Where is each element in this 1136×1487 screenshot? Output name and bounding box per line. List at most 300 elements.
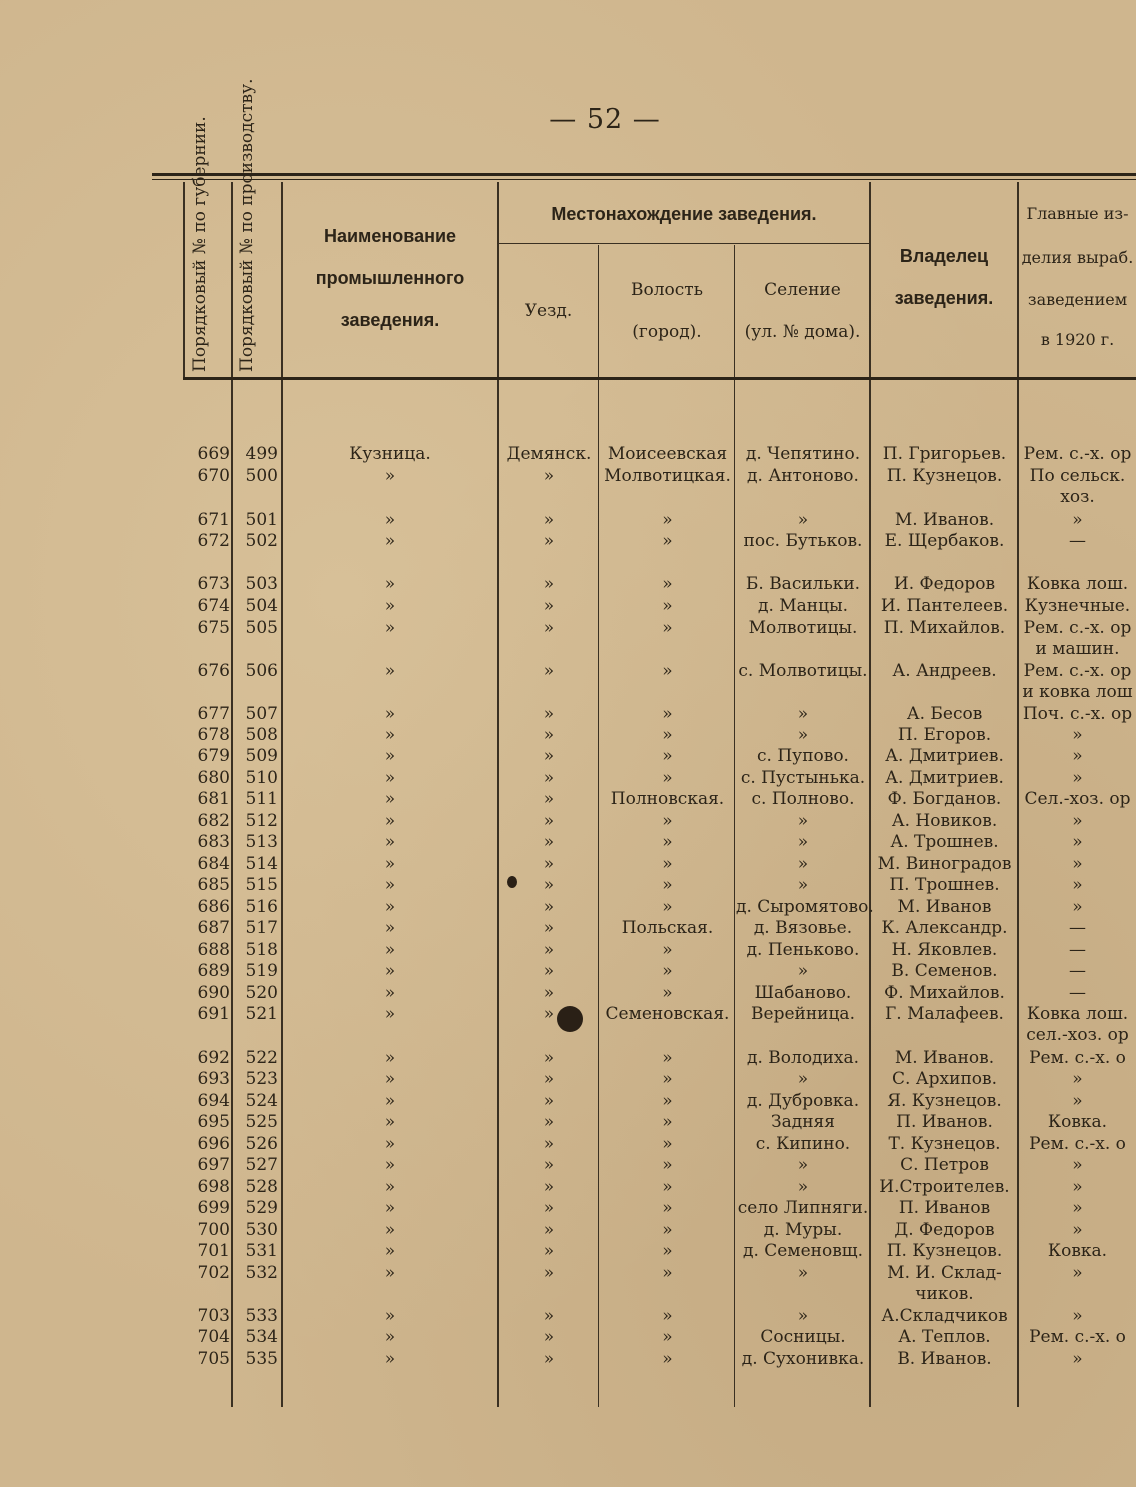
cell-volost: » <box>662 1091 673 1111</box>
cell-name: » <box>384 596 396 616</box>
cell-name: » <box>384 510 396 530</box>
cell-selo: с. Полново. <box>751 789 855 809</box>
cell-prod: » <box>1072 811 1083 831</box>
col-divider <box>183 182 185 380</box>
cell-volost: » <box>662 1327 673 1347</box>
cell-selo: д. Дубровка. <box>746 1091 860 1111</box>
cell-n1: 705 <box>197 1349 230 1369</box>
cell-selo: » <box>797 725 809 745</box>
cell-owner: М. Иванов. <box>894 1048 995 1068</box>
cell-owner: А. Дмитриев. <box>885 768 1004 788</box>
cell-n2: 501 <box>245 510 278 530</box>
cell-n2: 526 <box>245 1134 278 1154</box>
cell-owner: Д. Федоров <box>894 1220 995 1240</box>
cell-n1: 703 <box>197 1306 230 1326</box>
cell-uezd: » <box>543 510 555 530</box>
cell-selo: д. Манцы. <box>757 596 848 616</box>
cell-n1: 692 <box>197 1048 230 1068</box>
cell-n2: 523 <box>245 1069 278 1089</box>
cell-n1: 678 <box>197 725 230 745</box>
cell-owner: А. Трошнев. <box>890 832 999 852</box>
cell-name: » <box>384 1349 396 1369</box>
cell-owner: П. Кузнецов. <box>886 1241 1003 1261</box>
cell-prod2: и машин. <box>1035 639 1120 659</box>
cell-selo: д. Семеновщ. <box>743 1241 863 1261</box>
cell-prod: » <box>1072 1177 1083 1197</box>
cell-name: » <box>384 854 396 874</box>
header-location: Местонахождение заведения. <box>551 204 817 224</box>
header-selenie-line1: Селение <box>764 280 841 300</box>
cell-n1: 693 <box>197 1069 230 1089</box>
cell-prod: Рем. с.-х. о <box>1029 1327 1126 1347</box>
cell-volost: » <box>662 1220 673 1240</box>
cell-name: » <box>384 918 396 938</box>
cell-n2: 517 <box>245 918 278 938</box>
cell-n1: 704 <box>197 1327 230 1347</box>
cell-n2: 532 <box>245 1263 278 1283</box>
cell-owner: К. Александр. <box>881 918 1008 938</box>
cell-owner: В. Иванов. <box>897 1349 992 1369</box>
cell-selo: д. Володиха. <box>747 1048 859 1068</box>
cell-uezd: » <box>543 983 555 1003</box>
cell-n2: 520 <box>245 983 278 1003</box>
header-products-line1: Главные из- <box>1026 204 1129 223</box>
cell-n2: 535 <box>245 1349 278 1369</box>
cell-selo: Молвотицы. <box>748 618 858 638</box>
cell-volost: » <box>662 1134 673 1154</box>
page-number: — 52 — <box>549 104 661 135</box>
cell-name: Кузница. <box>349 444 431 464</box>
cell-n2: 511 <box>245 789 278 809</box>
cell-prod: » <box>1072 1091 1083 1111</box>
cell-prod: Рем. с.-х. о <box>1029 1048 1126 1068</box>
cell-name: » <box>384 1241 396 1261</box>
cell-prod: Ковка лош. <box>1026 574 1129 594</box>
ink-blot <box>507 876 517 888</box>
cell-name: » <box>384 961 396 981</box>
cell-volost: Польская. <box>621 918 714 938</box>
cell-volost: Моисеевская <box>607 444 728 464</box>
cell-name: » <box>384 1198 396 1218</box>
cell-name: » <box>384 1112 396 1132</box>
cell-volost: » <box>662 1048 673 1068</box>
cell-prod: Сел.-хоз. ор <box>1024 789 1131 809</box>
cell-selo: д. Сухонивка. <box>741 1349 865 1369</box>
cell-owner: А. Новиков. <box>891 811 998 831</box>
cell-n1: 694 <box>197 1091 230 1111</box>
cell-n1: 700 <box>197 1220 230 1240</box>
cell-prod: » <box>1072 1349 1083 1369</box>
cell-selo: » <box>797 811 809 831</box>
cell-owner: А. Дмитриев. <box>885 746 1004 766</box>
cell-owner: Т. Кузнецов. <box>888 1134 1001 1154</box>
ink-blot <box>557 1006 583 1032</box>
cell-prod: » <box>1072 832 1083 852</box>
cell-prod: Ковка. <box>1047 1112 1108 1132</box>
cell-n2: 502 <box>245 531 278 551</box>
cell-volost: » <box>662 1177 673 1197</box>
cell-owner: С. Архипов. <box>891 1069 998 1089</box>
cell-selo: д. Пеньково. <box>746 940 860 960</box>
cell-uezd: » <box>543 1112 555 1132</box>
cell-n1: 682 <box>197 811 230 831</box>
cell-n2: 499 <box>245 444 278 464</box>
cell-volost: » <box>662 811 673 831</box>
header-selenie-line2: (ул. № дома). <box>744 322 861 342</box>
cell-name: » <box>384 725 396 745</box>
cell-name: » <box>384 1155 396 1175</box>
cell-uezd: » <box>543 897 555 917</box>
cell-uezd: » <box>543 1004 555 1024</box>
cell-n1: 674 <box>197 596 230 616</box>
cell-volost: » <box>662 574 673 594</box>
cell-prod: По сельск. <box>1029 466 1126 486</box>
cell-n2: 525 <box>245 1112 278 1132</box>
cell-name: » <box>384 574 396 594</box>
cell-owner: Е. Щербаков. <box>884 531 1005 551</box>
cell-selo: д. Вязовье. <box>753 918 853 938</box>
cell-volost: » <box>662 983 673 1003</box>
cell-n2: 503 <box>245 574 278 594</box>
location-subheader-rule <box>499 243 869 244</box>
cell-selo: с. Кипино. <box>755 1134 851 1154</box>
cell-uezd: » <box>543 466 555 486</box>
cell-prod: » <box>1072 875 1083 895</box>
header-bottom-rule <box>183 377 1136 380</box>
cell-selo: Б. Васильки. <box>745 574 861 594</box>
cell-prod: » <box>1072 725 1083 745</box>
header-name-line1: Наименование <box>323 226 457 246</box>
cell-n2: 531 <box>245 1241 278 1261</box>
cell-selo: » <box>797 832 809 852</box>
cell-owner: А. Бесов <box>906 704 983 724</box>
cell-n1: 684 <box>197 854 230 874</box>
cell-name: » <box>384 983 396 1003</box>
cell-name: » <box>384 789 396 809</box>
cell-uezd: » <box>543 789 555 809</box>
cell-n1: 701 <box>197 1241 230 1261</box>
cell-selo: пос. Бутьков. <box>743 531 863 551</box>
cell-selo: » <box>797 961 809 981</box>
header-col1: Порядковый № по губернии. <box>190 116 210 372</box>
cell-name: » <box>384 1263 396 1283</box>
cell-volost: » <box>662 897 673 917</box>
cell-n1: 689 <box>197 961 230 981</box>
cell-volost: » <box>662 1349 673 1369</box>
cell-uezd: » <box>543 918 555 938</box>
cell-owner: В. Семенов. <box>891 961 998 981</box>
cell-name: » <box>384 1306 396 1326</box>
cell-uezd: » <box>543 1155 555 1175</box>
header-products-line2: делия выраб. <box>1021 248 1134 267</box>
cell-volost: Полновская. <box>610 789 725 809</box>
cell-n2: 500 <box>245 466 278 486</box>
cell-volost: » <box>662 940 673 960</box>
cell-prod2: хоз. <box>1060 487 1095 507</box>
cell-owner: П. Трошнев. <box>889 875 1000 895</box>
cell-uezd: Демянск. <box>506 444 592 464</box>
cell-volost: » <box>662 661 673 681</box>
cell-volost: » <box>662 1198 673 1218</box>
table-top-rule <box>152 173 1136 176</box>
cell-selo: » <box>797 1177 809 1197</box>
cell-n2: 507 <box>245 704 278 724</box>
cell-n1: 695 <box>197 1112 230 1132</box>
cell-owner: М. Виноградов <box>877 854 1012 874</box>
cell-prod: » <box>1072 768 1083 788</box>
cell-owner: Г. Малафеев. <box>885 1004 1004 1024</box>
table-top-rule-thin <box>152 179 1136 180</box>
cell-selo: д. Антоново. <box>747 466 859 486</box>
cell-name: » <box>384 768 396 788</box>
cell-n1: 679 <box>197 746 230 766</box>
cell-n1: 688 <box>197 940 230 960</box>
cell-name: » <box>384 466 396 486</box>
cell-n1: 690 <box>197 983 230 1003</box>
cell-n2: 527 <box>245 1155 278 1175</box>
cell-volost: » <box>662 510 673 530</box>
cell-volost: » <box>662 832 673 852</box>
cell-uezd: » <box>543 1220 555 1240</box>
cell-volost: » <box>662 1069 673 1089</box>
cell-n2: 518 <box>245 940 278 960</box>
cell-volost: » <box>662 531 673 551</box>
cell-owner: И. Пантелеев. <box>880 596 1009 616</box>
cell-name: » <box>384 1004 396 1024</box>
cell-selo: Сосницы. <box>760 1327 846 1347</box>
cell-n1: 672 <box>197 531 230 551</box>
header-name-line3: заведения. <box>340 310 440 330</box>
cell-name: » <box>384 704 396 724</box>
cell-name: » <box>384 1048 396 1068</box>
cell-uezd: » <box>543 961 555 981</box>
cell-volost: » <box>662 704 673 724</box>
cell-selo: д. Чепятино. <box>745 444 861 464</box>
cell-owner: П. Иванов <box>898 1198 991 1218</box>
cell-uezd: » <box>543 832 555 852</box>
cell-n2: 514 <box>245 854 278 874</box>
cell-name: » <box>384 897 396 917</box>
cell-n2: 508 <box>245 725 278 745</box>
cell-name: » <box>384 1177 396 1197</box>
cell-uezd: » <box>543 661 555 681</box>
cell-uezd: » <box>543 875 555 895</box>
cell-prod: Ковка. <box>1047 1241 1108 1261</box>
cell-prod: Кузнечные. <box>1024 596 1131 616</box>
cell-prod: » <box>1072 1155 1083 1175</box>
cell-n2: 534 <box>245 1327 278 1347</box>
cell-owner: С. Петров <box>900 1155 989 1175</box>
cell-uezd: » <box>543 1134 555 1154</box>
cell-n1: 699 <box>197 1198 230 1218</box>
cell-volost: » <box>662 746 673 766</box>
cell-selo: » <box>797 510 809 530</box>
cell-uezd: » <box>543 854 555 874</box>
cell-name: » <box>384 661 396 681</box>
cell-prod2: и ковка лош <box>1022 682 1133 702</box>
cell-prod: » <box>1072 897 1083 917</box>
cell-n1: 673 <box>197 574 230 594</box>
cell-prod: » <box>1072 1306 1083 1326</box>
cell-prod: Поч. с.-х. ор <box>1022 704 1133 724</box>
cell-volost: » <box>662 1306 673 1326</box>
cell-uezd: » <box>543 1241 555 1261</box>
cell-prod: Рем. с.-х. ор <box>1023 444 1132 464</box>
cell-uezd: » <box>543 746 555 766</box>
cell-n2: 528 <box>245 1177 278 1197</box>
cell-prod: Рем. с.-х. ор <box>1023 661 1132 681</box>
cell-owner: М. Иванов <box>897 897 992 917</box>
cell-n1: 696 <box>197 1134 230 1154</box>
cell-volost: Молвотицкая. <box>604 466 731 486</box>
cell-name: » <box>384 940 396 960</box>
cell-n2: 513 <box>245 832 278 852</box>
cell-n2: 533 <box>245 1306 278 1326</box>
cell-owner: П. Григорьев. <box>882 444 1007 464</box>
cell-volost: » <box>662 768 673 788</box>
cell-uezd: » <box>543 1048 555 1068</box>
cell-owner: П. Егоров. <box>897 725 992 745</box>
cell-name: » <box>384 1220 396 1240</box>
cell-selo: » <box>797 1306 809 1326</box>
cell-owner: Я. Кузнецов. <box>887 1091 1002 1111</box>
cell-n1: 697 <box>197 1155 230 1175</box>
cell-n2: 515 <box>245 875 278 895</box>
cell-owner: И.Строителев. <box>879 1177 1010 1197</box>
cell-prod: — <box>1069 983 1086 1003</box>
header-volost-line2: (город). <box>632 322 702 342</box>
cell-selo: » <box>797 1263 809 1283</box>
cell-n1: 683 <box>197 832 230 852</box>
cell-owner: И. Федоров <box>893 574 996 594</box>
cell-n2: 505 <box>245 618 278 638</box>
cell-selo: д. Сыромятово. <box>736 897 874 917</box>
cell-uezd: » <box>543 1069 555 1089</box>
header-products-line4: в 1920 г. <box>1040 330 1115 349</box>
cell-uezd: » <box>543 1306 555 1326</box>
cell-uezd: » <box>543 531 555 551</box>
cell-n1: 698 <box>197 1177 230 1197</box>
cell-prod: » <box>1072 1069 1083 1089</box>
cell-prod: » <box>1072 854 1083 874</box>
cell-selo: » <box>797 854 809 874</box>
cell-selo: Верейница. <box>751 1004 855 1024</box>
cell-name: » <box>384 531 396 551</box>
cell-prod: » <box>1072 746 1083 766</box>
cell-owner: П. Иванов. <box>896 1112 993 1132</box>
cell-owner: А. Теплов. <box>898 1327 991 1347</box>
cell-n1: 691 <box>197 1004 230 1024</box>
cell-selo: » <box>797 1069 809 1089</box>
cell-name: » <box>384 618 396 638</box>
cell-selo: Шабаново. <box>754 983 852 1003</box>
cell-uezd: » <box>543 1263 555 1283</box>
cell-uezd: » <box>543 1198 555 1218</box>
cell-prod: — <box>1069 918 1086 938</box>
cell-owner: Ф. Михайлов. <box>884 983 1005 1003</box>
cell-selo: село Липняги. <box>737 1198 869 1218</box>
cell-volost: » <box>662 618 673 638</box>
cell-volost: » <box>662 596 673 616</box>
header-owner-line2: заведения. <box>894 288 994 308</box>
cell-uezd: » <box>543 1349 555 1369</box>
cell-name: » <box>384 1069 396 1089</box>
cell-prod: Рем. с.-х. о <box>1029 1134 1126 1154</box>
cell-n1: 685 <box>197 875 230 895</box>
cell-n1: 681 <box>197 789 230 809</box>
cell-volost: Семеновская. <box>605 1004 730 1024</box>
header-owner-line1: Владелец <box>899 246 989 266</box>
cell-n1: 677 <box>197 704 230 724</box>
cell-n1: 676 <box>197 661 230 681</box>
cell-owner: М. И. Склад- <box>887 1263 1002 1283</box>
cell-owner: А.Складчиков <box>881 1306 1008 1326</box>
cell-volost: » <box>662 1155 673 1175</box>
header-uezd: Уезд. <box>524 301 573 321</box>
cell-uezd: » <box>543 725 555 745</box>
cell-uezd: » <box>543 618 555 638</box>
cell-selo: » <box>797 875 809 895</box>
cell-name: » <box>384 1091 396 1111</box>
cell-n2: 524 <box>245 1091 278 1111</box>
cell-prod: — <box>1069 531 1086 551</box>
cell-name: » <box>384 746 396 766</box>
cell-prod2: сел.-хоз. ор <box>1026 1025 1129 1045</box>
cell-n2: 529 <box>245 1198 278 1218</box>
cell-prod: Ковка лош. <box>1026 1004 1129 1024</box>
cell-owner: Ф. Богданов. <box>887 789 1002 809</box>
cell-name: » <box>384 875 396 895</box>
cell-prod: » <box>1072 1220 1083 1240</box>
cell-uezd: » <box>543 768 555 788</box>
cell-volost: » <box>662 1241 673 1261</box>
cell-prod: Рем. с.-х. ор <box>1023 618 1132 638</box>
cell-prod: — <box>1069 961 1086 981</box>
cell-prod: » <box>1072 1198 1083 1218</box>
cell-n1: 671 <box>197 510 230 530</box>
cell-prod: » <box>1072 510 1083 530</box>
cell-n1: 669 <box>197 444 230 464</box>
cell-volost: » <box>662 1112 673 1132</box>
cell-name: » <box>384 832 396 852</box>
cell-uezd: » <box>543 940 555 960</box>
cell-n2: 519 <box>245 961 278 981</box>
cell-selo: с. Молвотицы. <box>738 661 868 681</box>
cell-n2: 509 <box>245 746 278 766</box>
cell-volost: » <box>662 1263 673 1283</box>
cell-owner: М. Иванов. <box>894 510 995 530</box>
cell-n1: 686 <box>197 897 230 917</box>
cell-n2: 506 <box>245 661 278 681</box>
cell-selo: Задняя <box>771 1112 835 1132</box>
header-col2: Порядковый № по производству. <box>237 78 257 372</box>
cell-n2: 504 <box>245 596 278 616</box>
header-products-line3: заведением <box>1027 290 1128 309</box>
cell-n1: 670 <box>197 466 230 486</box>
cell-n1: 680 <box>197 768 230 788</box>
cell-n1: 675 <box>197 618 230 638</box>
cell-owner: А. Андреев. <box>892 661 997 681</box>
header-name-line2: промышленного <box>315 268 465 288</box>
col-divider <box>231 182 233 1407</box>
cell-selo: » <box>797 1155 809 1175</box>
cell-selo: с. Пупово. <box>757 746 849 766</box>
cell-volost: » <box>662 961 673 981</box>
cell-uezd: » <box>543 1091 555 1111</box>
cell-uezd: » <box>543 1327 555 1347</box>
cell-volost: » <box>662 854 673 874</box>
cell-n2: 510 <box>245 768 278 788</box>
